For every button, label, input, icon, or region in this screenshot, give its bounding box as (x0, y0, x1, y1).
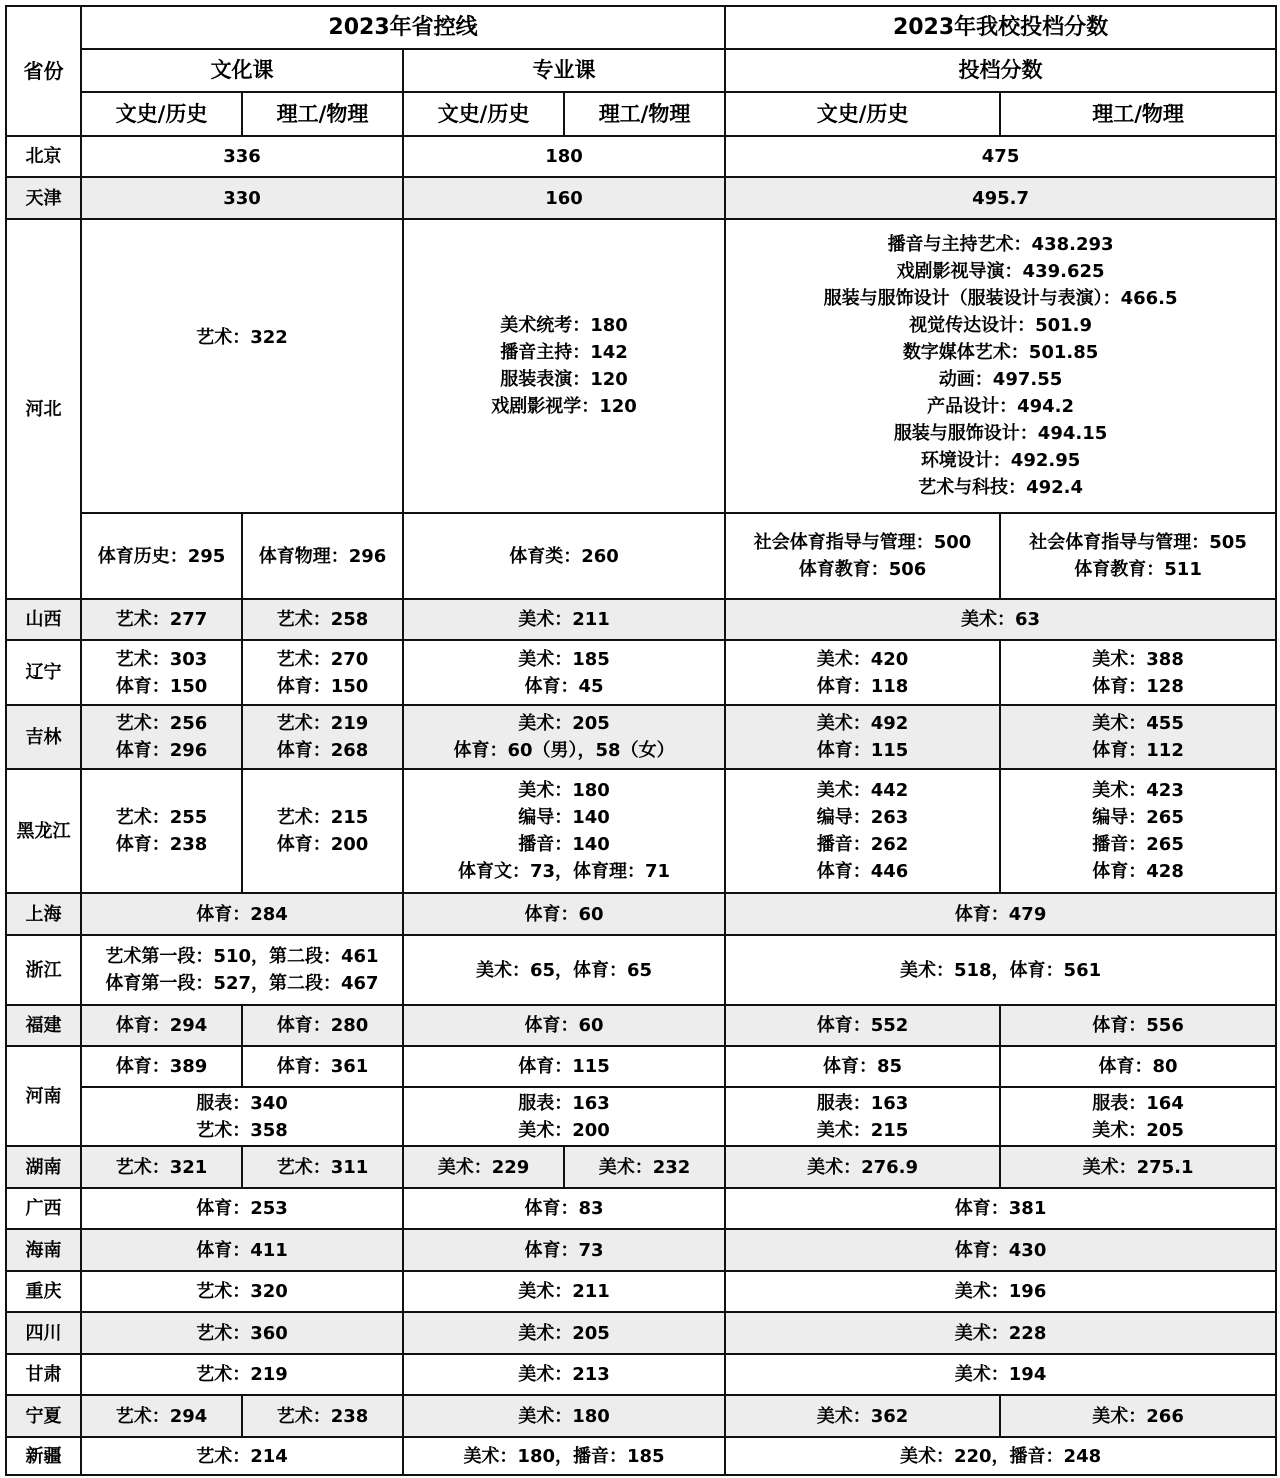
culture-physics-score: 体育物理：296 (242, 513, 403, 599)
culture-history-score: 体育：294 (81, 1005, 242, 1046)
culture-score: 体育：411 (81, 1229, 403, 1271)
score-line: 体育：60（男），58（女） (453, 740, 675, 761)
province-name: 辽宁 (6, 640, 81, 705)
culture-score: 艺术：214 (81, 1437, 403, 1475)
admission-physics-score (1000, 769, 1276, 893)
header-major-course: 专业课 (403, 49, 725, 92)
admission-history-score: 体育：85 (725, 1046, 1000, 1087)
score-line: 播音主持：142 (500, 342, 628, 363)
admission-history-score (725, 769, 1000, 893)
score-line: 体育：428 (1092, 861, 1184, 882)
score-line: 艺术：303 (115, 648, 208, 670)
score-line: 体育文：73，体育理：71 (457, 861, 671, 882)
score-line: 体育：150 (276, 675, 369, 697)
admission-physics-score (1000, 640, 1276, 705)
culture-score: 艺术：219 (81, 1354, 403, 1395)
score-line: 美术：442 (816, 780, 909, 801)
culture-history-score (81, 769, 242, 893)
major-score: 美术：65，体育：65 (403, 935, 725, 1005)
culture-history-score: 艺术：294 (81, 1395, 242, 1437)
score-line: 美术：492 (816, 713, 909, 734)
culture-history-score: 艺术：277 (81, 599, 242, 640)
score-line: 体育教育：511 (1074, 559, 1202, 580)
culture-physics-score (242, 705, 403, 769)
admission-score: 美术：194 (725, 1354, 1276, 1395)
admission-physics-score: 美术：275.1 (1000, 1146, 1276, 1188)
score-line: 美术：180 (518, 780, 610, 801)
province-name: 甘肃 (6, 1354, 81, 1395)
score-line: 体育：45 (524, 675, 604, 697)
score-line: 体育：128 (1092, 675, 1184, 697)
major-score: 美术：180，播音：185 (403, 1437, 725, 1475)
major-score: 美术：211 (403, 1271, 725, 1312)
score-line: 产品设计：494.2 (927, 396, 1075, 417)
province-name: 上海 (6, 893, 81, 935)
header-control-line: 2023年省控线 (81, 6, 725, 49)
row-gansu (6, 1354, 1276, 1395)
province-name: 吉林 (6, 705, 81, 769)
admission-physics-score: 体育：80 (1000, 1046, 1276, 1087)
score-line: 服表：164 (1092, 1092, 1184, 1114)
score-line: 服装表演：120 (500, 369, 628, 390)
major-score: 美术：213 (403, 1354, 725, 1395)
major-score (403, 705, 725, 769)
culture-physics-score: 艺术：238 (242, 1395, 403, 1437)
score-line: 美术：185 (518, 648, 610, 670)
row-shanxi (6, 599, 1276, 640)
major-score: 美术：180 (403, 1395, 725, 1437)
score-line: 艺术第一段：510，第二段：461 (105, 946, 379, 967)
culture-score: 艺术：360 (81, 1312, 403, 1354)
score-line: 艺术：270 (276, 648, 369, 670)
score-line: 服装与服饰设计（服装设计与表演）：466.5 (823, 288, 1178, 309)
row-ningxia (6, 1395, 1276, 1437)
header-admission-physics: 理工/物理 (1000, 92, 1276, 136)
culture-score: 艺术：320 (81, 1271, 403, 1312)
major-history-score: 美术：229 (403, 1146, 564, 1188)
major-score: 180 (403, 136, 725, 177)
culture-physics-score: 体育：280 (242, 1005, 403, 1046)
score-line: 播音：265 (1092, 834, 1184, 855)
row-shanghai (6, 893, 1276, 935)
admission-score-table (5, 5, 1277, 1476)
major-score: 体育：73 (403, 1229, 725, 1271)
header-culture-history: 文史/历史 (81, 92, 242, 136)
header-admission-history: 文史/历史 (725, 92, 1000, 136)
header-major-physics: 理工/物理 (564, 92, 725, 136)
score-line: 美术：205 (518, 713, 610, 734)
score-line: 体育：115 (816, 740, 909, 761)
score-line: 美术：388 (1092, 648, 1184, 670)
score-line: 服表：163 (518, 1092, 610, 1114)
admission-history-score (725, 705, 1000, 769)
score-line: 艺术：358 (196, 1119, 288, 1141)
score-line: 体育：200 (276, 834, 369, 855)
score-line: 艺术：215 (276, 807, 369, 828)
row-xinjiang (6, 1437, 1276, 1475)
score-line: 体育教育：506 (798, 559, 927, 580)
major-score (403, 219, 725, 513)
major-score (403, 769, 725, 893)
major-score: 美术：205 (403, 1312, 725, 1354)
score-line: 播音：262 (816, 834, 909, 855)
score-line: 艺术：255 (115, 807, 208, 828)
admission-score: 475 (725, 136, 1276, 177)
admission-history-score (725, 1087, 1000, 1146)
admission-score: 美术：196 (725, 1271, 1276, 1312)
header-admission: 投档分数 (725, 49, 1276, 92)
score-line: 体育：268 (276, 740, 369, 761)
admission-physics-score (1000, 1087, 1276, 1146)
major-score: 体育类：260 (403, 513, 725, 599)
score-line: 动画：497.55 (938, 369, 1063, 390)
score-line: 服表：163 (816, 1092, 909, 1114)
header-culture-course: 文化课 (81, 49, 403, 92)
province-name: 宁夏 (6, 1395, 81, 1437)
culture-physics-score (242, 769, 403, 893)
culture-history-score (81, 705, 242, 769)
score-line: 播音与主持艺术：438.293 (887, 234, 1114, 255)
row-hebei-pe (6, 513, 1276, 599)
row-sichuan (6, 1312, 1276, 1354)
major-score (403, 640, 725, 705)
score-line: 戏剧影视学：120 (491, 396, 637, 417)
major-score: 160 (403, 177, 725, 219)
score-line: 美术：423 (1092, 780, 1184, 801)
row-fujian (6, 1005, 1276, 1046)
score-line: 体育：238 (115, 834, 208, 855)
culture-score (81, 935, 403, 1005)
admission-physics-score: 美术：266 (1000, 1395, 1276, 1437)
row-hainan (6, 1229, 1276, 1271)
score-line: 体育：446 (816, 861, 909, 882)
admission-score: 美术：228 (725, 1312, 1276, 1354)
row-jilin (6, 705, 1276, 769)
row-henan-pe (6, 1046, 1276, 1087)
major-score: 美术：211 (403, 599, 725, 640)
province-name: 四川 (6, 1312, 81, 1354)
score-line: 服装与服饰设计：494.15 (893, 423, 1108, 444)
culture-score: 体育：253 (81, 1188, 403, 1229)
score-line: 美术：455 (1092, 713, 1184, 734)
province-name: 河南 (6, 1046, 81, 1146)
admission-score: 495.7 (725, 177, 1276, 219)
score-line: 服表：340 (196, 1092, 288, 1114)
score-line: 体育：296 (115, 740, 208, 761)
header-row-1 (6, 6, 1276, 49)
header-culture-physics: 理工/物理 (242, 92, 403, 136)
province-name: 重庆 (6, 1271, 81, 1312)
admission-score (725, 219, 1276, 513)
admission-score: 美术：220，播音：248 (725, 1437, 1276, 1475)
score-line: 艺术与科技：492.4 (918, 477, 1084, 498)
culture-history-score: 体育历史：295 (81, 513, 242, 599)
province-name: 河北 (6, 219, 81, 599)
province-name: 新疆 (6, 1437, 81, 1475)
province-name: 北京 (6, 136, 81, 177)
province-name: 黑龙江 (6, 769, 81, 893)
culture-history-score: 体育：389 (81, 1046, 242, 1087)
row-zhejiang (6, 935, 1276, 1005)
admission-history-score (725, 513, 1000, 599)
score-line: 编导：265 (1092, 807, 1184, 828)
score-line: 美术：420 (816, 648, 909, 670)
score-line: 美术：215 (816, 1119, 909, 1141)
admission-score: 体育：381 (725, 1188, 1276, 1229)
header-row-3 (6, 92, 1276, 136)
row-heilongjiang (6, 769, 1276, 893)
major-score (403, 1087, 725, 1146)
culture-score: 体育：284 (81, 893, 403, 935)
score-line: 戏剧影视导演：439.625 (896, 261, 1105, 282)
culture-physics-score (242, 640, 403, 705)
admission-score: 美术：518，体育：561 (725, 935, 1276, 1005)
province-name: 天津 (6, 177, 81, 219)
province-name: 海南 (6, 1229, 81, 1271)
score-line: 社会体育指导与管理：500 (753, 532, 972, 553)
score-line: 编导：263 (816, 807, 909, 828)
score-line: 体育第一段：527，第二段：467 (105, 973, 379, 994)
score-line: 体育：112 (1092, 740, 1184, 761)
province-name: 湖南 (6, 1146, 81, 1188)
culture-score: 336 (81, 136, 403, 177)
score-line: 美术：205 (1092, 1119, 1184, 1141)
row-hebei-art (6, 219, 1276, 513)
province-name: 福建 (6, 1005, 81, 1046)
header-row-2 (6, 49, 1276, 92)
score-line: 数字媒体艺术：501.85 (902, 342, 1099, 363)
culture-physics-score: 体育：361 (242, 1046, 403, 1087)
province-name: 浙江 (6, 935, 81, 1005)
row-hunan (6, 1146, 1276, 1188)
header-admission-score: 2023年我校投档分数 (725, 6, 1276, 49)
score-line: 视觉传达设计：501.9 (909, 315, 1093, 336)
row-guangxi (6, 1188, 1276, 1229)
admission-history-score: 美术：276.9 (725, 1146, 1000, 1188)
header-province: 省份 (6, 6, 81, 136)
row-henan-art (6, 1087, 1276, 1146)
culture-score: 330 (81, 177, 403, 219)
major-score: 体育：115 (403, 1046, 725, 1087)
major-score: 体育：60 (403, 893, 725, 935)
score-line: 美术统考：180 (500, 315, 628, 336)
admission-score: 体育：479 (725, 893, 1276, 935)
admission-score: 体育：430 (725, 1229, 1276, 1271)
culture-history-score (81, 640, 242, 705)
admission-score: 美术：63 (725, 599, 1276, 640)
score-line: 播音：140 (518, 834, 610, 855)
culture-score (81, 1087, 403, 1146)
score-line: 编导：140 (518, 807, 610, 828)
major-score: 体育：60 (403, 1005, 725, 1046)
header-major-history: 文史/历史 (403, 92, 564, 136)
admission-history-score: 美术：362 (725, 1395, 1000, 1437)
admission-history-score: 体育：552 (725, 1005, 1000, 1046)
admission-physics-score: 体育：556 (1000, 1005, 1276, 1046)
row-tianjin (6, 177, 1276, 219)
culture-physics-score: 艺术：258 (242, 599, 403, 640)
culture-physics-score: 艺术：311 (242, 1146, 403, 1188)
culture-score: 艺术：322 (81, 219, 403, 513)
admission-history-score (725, 640, 1000, 705)
row-liaoning (6, 640, 1276, 705)
score-line: 体育：150 (115, 675, 208, 697)
province-name: 广西 (6, 1188, 81, 1229)
score-line: 艺术：219 (276, 713, 369, 734)
admission-physics-score (1000, 705, 1276, 769)
row-chongqing (6, 1271, 1276, 1312)
score-line: 社会体育指导与管理：505 (1029, 532, 1247, 553)
score-line: 体育：118 (816, 675, 909, 697)
major-score: 体育：83 (403, 1188, 725, 1229)
culture-history-score: 艺术：321 (81, 1146, 242, 1188)
row-beijing (6, 136, 1276, 177)
admission-physics-score (1000, 513, 1276, 599)
score-line: 环境设计：492.95 (920, 450, 1081, 471)
major-physics-score: 美术：232 (564, 1146, 725, 1188)
score-line: 美术：200 (518, 1119, 610, 1141)
score-line: 艺术：256 (115, 713, 208, 734)
province-name: 山西 (6, 599, 81, 640)
